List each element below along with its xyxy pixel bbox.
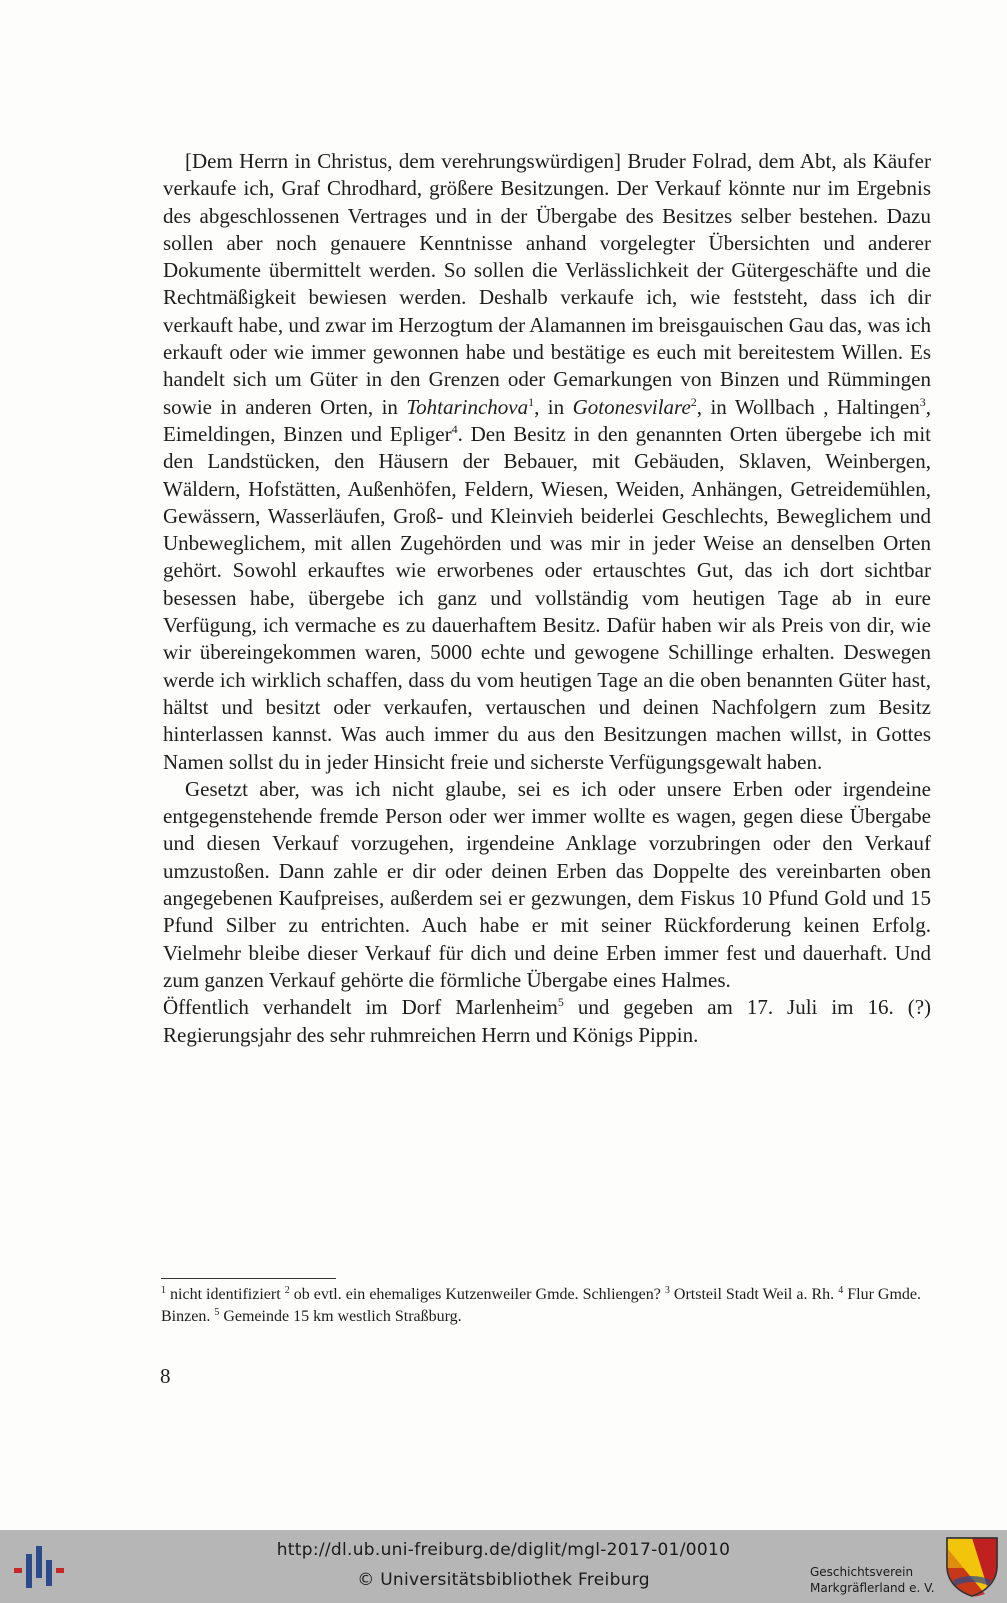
footnote-marker: 5 <box>557 995 564 1010</box>
footnote-marker: 3 <box>919 394 926 409</box>
footnote-marker: 4 <box>838 1285 844 1296</box>
footnote-marker: 1 <box>528 394 535 409</box>
text-run: Gemeinde 15 km westlich Straßburg. <box>219 1308 462 1325</box>
text-run: , Eimeldingen, Binzen und Epliger <box>163 394 931 446</box>
text-run: Ortsteil Stadt Weil a. Rh. <box>669 1286 839 1303</box>
main-text <box>163 148 931 1049</box>
footnote-marker: 2 <box>690 394 697 409</box>
permalink-url[interactable]: http://dl.ub.uni-freiburg.de/diglit/mgl-2017-01/0010 <box>276 1540 731 1560</box>
text-run: Öffentlich verhandelt im Dorf Marlenheim <box>163 995 558 1020</box>
society-name <box>810 1564 935 1596</box>
text-run: . Den Besitz in den genannten Orten übergebe ich mit den Landstücken, den Häusern der Bebauer, mit Gebäuden, Sklaven, Weinbergen, Wäldern, Hofstätten, Außenhöfen, Feldern, Wiesen, Weiden, Anhängen, Getreidemühlen, Gewässern, Wasserläufen, Groß- und Kleinvieh beiderlei Geschlechts, Beweglichem und Unbeweglichem, mit allen Zugehörden und was mir in jeder Weise an denselben Orten gehört. Sowohl erkauftes wie erworbenes oder ertauschtes Gut, das ich dort sichtbar besessen habe, übergebe ich ganz und vollständig vom heutigen Tage ab in eure Verfügung, ich vermache es zu dauerhaftem Besitz. Dafür haben wir als Preis von dir, wie wir übereingekommen waren, 5000 echte und gewogene Schillinge erhalten. Deswegen werde ich wirklich schaffen, dass du vom heutigen Tage an die oben benannten Güter hast, hältst und besitzt oder verkaufen, vertauschen und deinen Nachfolgern zum Besitz hinterlassen kannst. Was auch immer du aus den Besitzungen machen willst, in Gottes Namen sollst du in jeder Hinsicht freie und sicherste Verfügungsgewalt haben. <box>163 421 931 774</box>
footnote-marker: 5 <box>214 1307 220 1318</box>
text-run: [Dem Herrn in Christus, dem verehrungswürdigen] Bruder Folrad, dem Abt, als Käufer verkaufe ich, Graf Chrodhard, größere Besitzungen. Der Verkauf könnte nur im Ergebnis des abgeschlossenen Vertrages und in der Übergabe des Besitzes selber bestehen. Dazu sollen aber noch genauere Kenntnisse anhand vorgelegter Übersichten und anderer Dokumente übermittelt werden. So sollen die Verlässlichkeit der Gütergeschäfte und die Rechtmäßigkeit bewiesen werden. Deshalb verkaufe ich, wie feststeht, dass ich dir verkauft habe, und zwar im Herzogtum der Alamannen im breisgauischen Gau das, was ich erkauft oder wie immer gewonnen habe und bestätige es euch mit bereitestem Willen. Es handelt sich um Güter in den Grenzen oder Gemarkungen von Binzen und Rümmingen sowie in anderen Orten, in <box>163 149 931 419</box>
text-run: und gegeben am 17. Juli im 16. (?) Regierungsjahr des sehr ruhmreichen Herrn und Königs Pippin. <box>163 995 932 1047</box>
text-run: nicht identifiziert <box>166 1286 285 1303</box>
place-name-italic: Tohtarinchova <box>406 394 529 419</box>
text-run: Gesetzt aber, was ich nicht glaube, sei es ich oder unsere Erben oder irgendeine entgegenstehende fremde Person oder wer immer wollte es wagen, gegen diese Übergabe und diesen Verkauf vorzugehen, irgendeine Anklage vorzubringen oder den Verkauf umzustoßen. Dann zahle er dir oder deinen Erben das Doppelte des vereinbarten oben angegebenen Kaufpreises, außerdem sei er gezwungen, dem Fiskus 10 Pfund Gold und 15 Pfund Silber zu entrichten. Auch habe er mit seiner Rückforderung keinen Erfolg. Vielmehr bleibe dieser Verkauf für dich und deine Erben immer fest und dauerhaft. Und zum ganzen Verkauf gehörte die förmliche Übergabe eines Halmes. <box>163 776 931 992</box>
copyright-notice: © Universitätsbibliothek Freiburg <box>357 1570 650 1590</box>
place-name-italic: Gotonesvilare <box>572 394 691 419</box>
footer-bar <box>0 1530 1007 1603</box>
body-paragraph <box>163 994 931 1049</box>
body-paragraph <box>163 776 931 994</box>
footnote-marker: 2 <box>284 1285 290 1296</box>
text-run: , in Wollbach , Haltingen <box>696 394 920 419</box>
coat-of-arms-icon <box>945 1536 999 1598</box>
society-name-line2: Markgräflerland e. V. <box>810 1581 935 1595</box>
footnote-marker: 4 <box>451 421 458 436</box>
footnote-marker: 3 <box>664 1285 670 1296</box>
body-paragraph <box>163 148 931 776</box>
footnotes <box>161 1284 921 1328</box>
text-run: , in <box>534 394 573 419</box>
text-run: ob evtl. ein ehemaliges Kutzenweiler Gmde. Schliengen? <box>289 1286 665 1303</box>
text-run: Flur Gmde. Binzen. <box>161 1286 922 1325</box>
footnote-divider <box>161 1278 336 1279</box>
footnote-marker: 1 <box>161 1285 166 1296</box>
society-name-line1: Geschichtsverein <box>810 1565 914 1579</box>
page-number: 8 <box>160 1364 171 1388</box>
